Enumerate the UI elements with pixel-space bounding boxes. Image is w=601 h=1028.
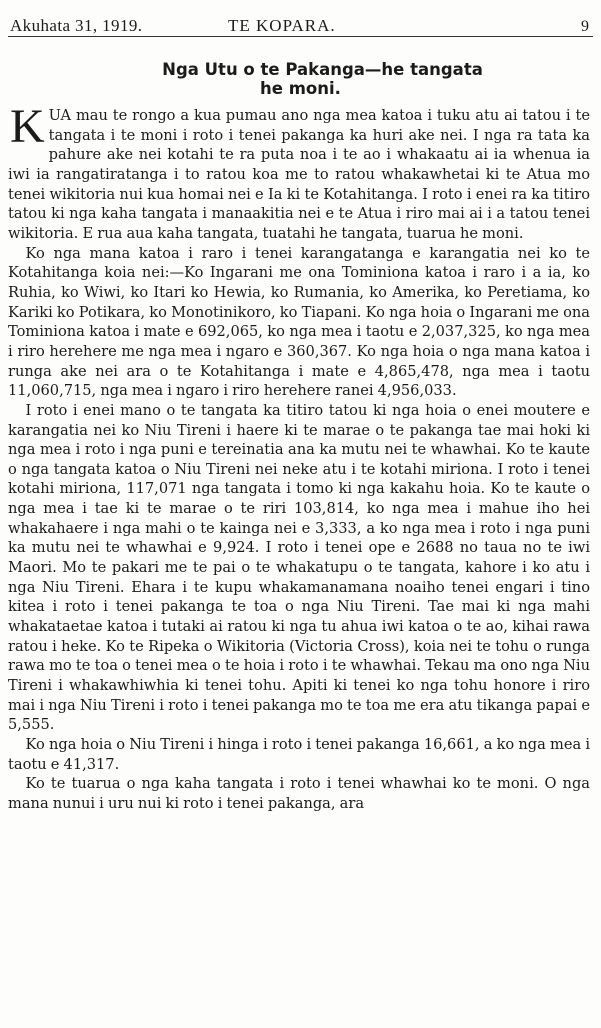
header-rule <box>8 36 593 37</box>
page-number: 9 <box>581 18 589 35</box>
issue-date: Akuhata 31, 1919. <box>10 16 143 35</box>
paragraph: Ko te tuarua o nga kaha tangata i roto i tenei whawhai ko te moni. O nga mana nunui i uru nui ki roto i tenei pakanga, ara <box>8 775 590 812</box>
paragraph: Ko nga hoia o Niu Tireni i hinga i roto i tenei pakanga 16,661, a ko nga mea i taotu e 41,317. <box>8 736 590 773</box>
paragraph: I roto i enei mano o te tangata ka titiro tatou ki nga hoia o enei moutere e karangatia nei ko Niu Tireni i haere ki te marae o te pakanga tae mai hoki ki nga mea i roto i nga puni e tereinatia ana ka mutu nei te whawhai. Ko te kaute o nga tangata katoa o Niu Tireni nei neke atu i te kotahi miriona. I roto i tenei kotahi miriona, 117,071 nga tangata i tomo ki nga kakahu hoia. Ko te kaute o nga mea i tae ki te marae o te riri 103,814, ko nga mea i mahue iho hei whakahaere i nga mahi o te kainga nei e 3,333, a ko nga mea i roto i nga puni ka mutu nei te whawhai e 9,924. I roto i tenei ope e 2688 no taua no te iwi Maori. Mo te pakari me te pai o te whakatupu o te tangata, kahore i ko atu i nga Niu Tireni. Ehara i te kupu whakamanamana noaiho tenei engari i tino kitea i roto i tenei pakanga te toa o nga Niu Tireni. Tae mai ki nga mahi whakataetae katoa i tutaki ai ratou ki nga tu ahua iwi katoa o te ao, kihai rawa ratou i heke. Ko te Ripeka o Wikitoria (Victoria Cross), koia nei te tohu o runga rawa mo te toa o tenei mea o te hoia i roto i te whawhai. Tekau ma ono nga Niu Tireni i whakawhiwhia ki tenei tohu. Apiti ki tenei ko nga tohu honore i riro mai i nga Niu Tireni i roto i tenei pakanga mo te toa me era atu tikanga papai e 5,555. <box>8 401 590 734</box>
page-header <box>10 4 591 34</box>
article-title-line-1: Nga Utu o te Pakanga—he tangata <box>162 60 483 79</box>
article-title <box>0 60 601 98</box>
paragraph <box>8 100 590 244</box>
paragraph-text: UA mau te rongo a kua pumau ano nga mea katoa i tuku atu ai tatou i te tangata i te moni i roto i tenei pakanga ka huri ake nei. I nga ra tata ka pahure ake nei kotahi te ra puta noa i te ao i whakaatu ai ia whenua ia iwi ia rangatiratanga i to ratou koa me to ratou whakawhetai ki te Atua mo tenei wikitoria nui kua homai nei e Ia ki te Kotahitanga. I roto i enei ra ka titiro tatou ki nga kaha tangata i manaakitia nei e te Atua i riro mai ai i a tatou tenei wikitoria. E rua aua kaha tangata, tuatahi he tangata, tuarua he moni. <box>8 107 590 242</box>
article-body <box>8 100 590 814</box>
article-title-line-2: he moni. <box>260 79 341 98</box>
publication-name: TE KOPARA. <box>228 16 336 35</box>
paragraph: Ko nga mana katoa i raro i tenei karangatanga e karangatia nei ko te Kotahitanga koia nei:—Ko Ingarani me ona Tominiona katoa i raro i a ia, ko Ruhia, ko Wiwi, ko Itari ko Hewia, ko Rumania, ko Amerika, ko Peretiama, ko Kariki ko Potikara, ko Monotinikoro, ko Tiapani. Ko nga hoia o Ingarani me ona Tominiona katoa i mate e 692,065, ko nga mea i taotu e 2,037,325, ko nga mea i riro herehere me nga mea i ngaro e 360,367. Ko nga hoia o nga mana katoa i runga ake nei ara o te Kotahitanga i mate e 4,865,478, nga mea i taotu 11,060,715, nga mea i ngaro i riro herehere ranei 4,956,033. <box>8 244 590 400</box>
drop-cap: K <box>10 100 45 153</box>
